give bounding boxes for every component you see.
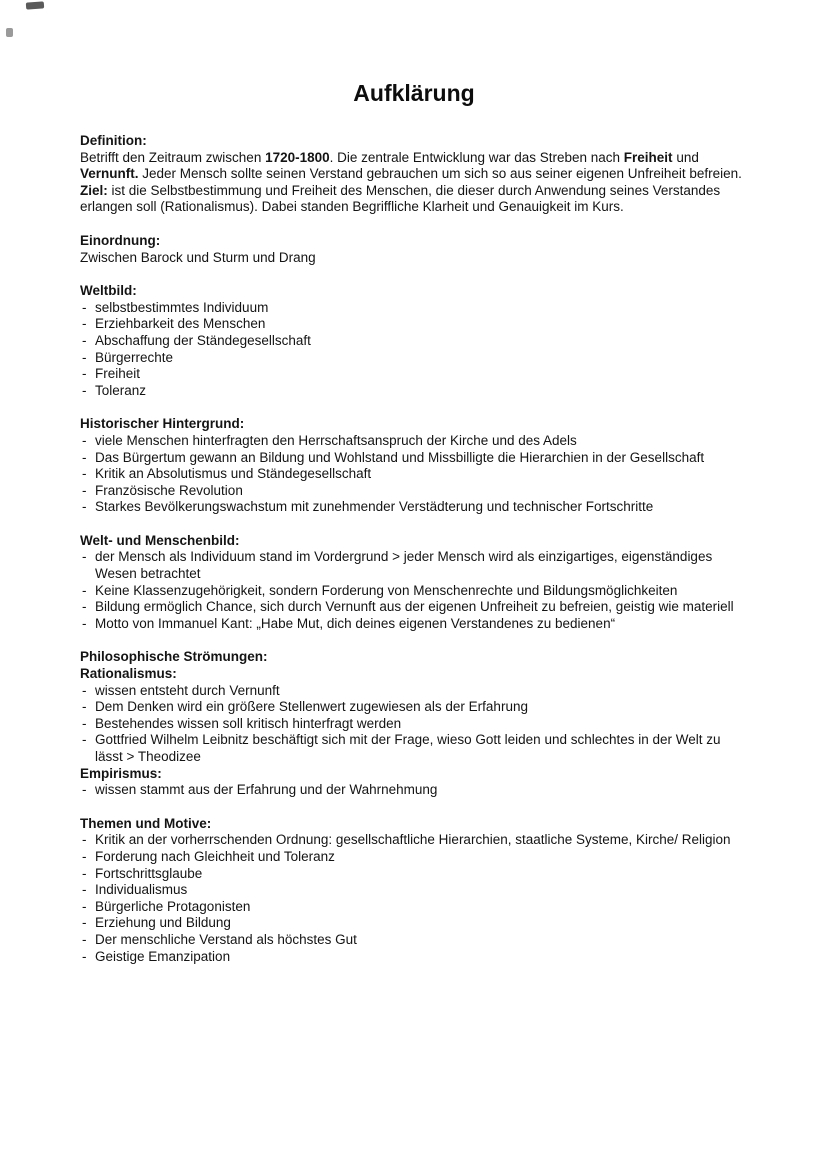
- bullet-text: Französische Revolution: [95, 482, 243, 498]
- bullet-text: Abschaffung der Ständegesellschaft: [95, 332, 311, 348]
- bullet-item: [80, 616, 748, 633]
- bullet-text: Bürgerrechte: [95, 349, 174, 365]
- bullet-text: Bestehendes wissen soll kritisch hinterfragt werden: [95, 715, 402, 731]
- scan-artifact: [6, 28, 13, 37]
- section-heading: Definition:: [80, 133, 147, 148]
- section-5: [80, 649, 748, 798]
- section-heading: Philosophische Strömungen:: [80, 649, 268, 665]
- bullet-item: [80, 866, 748, 883]
- bullet-marker: -: [82, 848, 87, 864]
- bullet-item: [80, 732, 748, 765]
- bullet-list: [80, 300, 748, 400]
- bullet-marker: -: [82, 615, 87, 631]
- bullet-item: [80, 350, 748, 367]
- bullet-text: Starkes Bevölkerungswachstum mit zunehmender Verstädterung und technischer Fortschritte: [95, 499, 654, 515]
- bullet-item: [80, 333, 748, 350]
- bullet-marker: -: [82, 482, 87, 498]
- scan-artifact: [26, 1, 44, 9]
- paragraph: [80, 183, 748, 216]
- bullet-marker: -: [82, 865, 87, 881]
- bullet-marker: -: [82, 882, 87, 898]
- section-4: [80, 533, 748, 633]
- paragraph: [80, 250, 748, 267]
- bullet-marker: -: [82, 349, 87, 365]
- bold-text-run: Freiheit: [623, 149, 673, 165]
- bullet-text: Fortschrittsglaube: [95, 865, 203, 881]
- bullet-text: selbstbestimmtes Individuum: [95, 299, 269, 315]
- section-heading: Welt- und Menschenbild:: [80, 532, 240, 548]
- bullet-item: [80, 899, 748, 916]
- section-heading: Weltbild:: [80, 283, 137, 299]
- bullet-marker: -: [82, 682, 87, 698]
- bullet-text: Erziehbarkeit des Menschen: [95, 316, 266, 332]
- bullet-text: wissen entsteht durch Vernunft: [95, 682, 280, 698]
- bold-text-run: Vernunft.: [80, 166, 139, 182]
- bullet-marker: -: [82, 948, 87, 964]
- bullet-marker: -: [82, 382, 87, 398]
- bullet-text: Freiheit: [95, 366, 141, 382]
- text-run: Betrifft den Zeitraum zwischen: [80, 149, 266, 165]
- bullet-item: [80, 683, 748, 700]
- bullet-text: Motto von Immanuel Kant: „Habe Mut, dich deines eigenen Verstandenes zu bedienen“: [95, 615, 616, 631]
- page-title: Aufklärung: [353, 80, 475, 106]
- bullet-item: [80, 932, 748, 949]
- bullet-item: [80, 716, 748, 733]
- bold-text-run: 1720-1800: [265, 149, 330, 165]
- bullet-item: [80, 949, 748, 966]
- bullet-text: Kritik an Absolutismus und Ständegesellschaft: [95, 466, 372, 482]
- bullet-text: Forderung nach Gleichheit und Toleranz: [95, 848, 335, 864]
- subheading: Rationalismus:: [80, 666, 177, 682]
- bullet-marker: -: [82, 366, 87, 382]
- bullet-item: [80, 599, 748, 616]
- bullet-marker: -: [82, 715, 87, 731]
- bullet-item: [80, 699, 748, 716]
- bullet-item: [80, 782, 748, 799]
- section-1: [80, 233, 748, 266]
- bullet-marker: -: [82, 332, 87, 348]
- bullet-item: [80, 882, 748, 899]
- bullet-text: Keine Klassenzugehörigkeit, sondern Forderung von Menschenrechte und Bildungsmöglichkeiten: [95, 582, 678, 598]
- section-3: [80, 416, 748, 516]
- bullet-marker: -: [82, 316, 87, 332]
- bullet-marker: -: [82, 449, 87, 465]
- bullet-text: Individualismus: [95, 882, 188, 898]
- bullet-marker: -: [82, 499, 87, 515]
- bullet-item: [80, 549, 748, 582]
- bullet-marker: -: [82, 832, 87, 848]
- bullet-marker: -: [82, 299, 87, 315]
- section-2: [80, 283, 748, 399]
- bullet-text: Das Bürgertum gewann an Bildung und Wohlstand und Missbilligte die Hierarchien in der Gesellschaft: [95, 449, 705, 465]
- bullet-text: Geistige Emanzipation: [95, 948, 231, 964]
- bullet-item: [80, 583, 748, 600]
- bullet-text: Bildung ermöglich Chance, sich durch Vernunft aus der eigenen Unfreiheit zu befreien, geistig wie materiell: [95, 599, 734, 615]
- bullet-list: [80, 549, 748, 632]
- section-heading: Historischer Hintergrund:: [80, 416, 245, 432]
- bullet-item: [80, 433, 748, 450]
- bullet-marker: -: [82, 599, 87, 615]
- bullet-text: Bürgerliche Protagonisten: [95, 898, 251, 914]
- bullet-text: wissen stammt aus der Erfahrung und der Wahrnehmung: [95, 782, 438, 798]
- bullet-text: Erziehung und Bildung: [95, 915, 231, 931]
- bullet-marker: -: [82, 466, 87, 482]
- bullet-text: Dem Denken wird ein größere Stellenwert zugewiesen als der Erfahrung: [95, 699, 528, 715]
- section-0: [80, 133, 748, 216]
- section-heading: Themen und Motive:: [80, 815, 212, 831]
- bullet-item: [80, 300, 748, 317]
- bullet-item: [80, 849, 748, 866]
- bullet-text: Gottfried Wilhelm Leibnitz beschäftigt sich mit der Frage, wieso Gott leiden und schlechtes in der Welt zu lässt > Theodizee: [95, 732, 721, 764]
- bullet-marker: -: [82, 549, 87, 565]
- bullet-item: [80, 499, 748, 516]
- bullet-item: [80, 915, 748, 932]
- bullet-marker: -: [82, 782, 87, 798]
- bullet-marker: -: [82, 931, 87, 947]
- text-run: und: [672, 149, 699, 165]
- section-heading: Einordnung:: [80, 232, 161, 248]
- bullet-item: [80, 316, 748, 333]
- paragraph: [80, 150, 748, 183]
- section-6: [80, 816, 748, 965]
- bullet-list: [80, 683, 748, 766]
- bullet-marker: -: [82, 432, 87, 448]
- bullet-text: viele Menschen hinterfragten den Herrschaftsanspruch der Kirche und des Adels: [95, 432, 577, 448]
- bullet-marker: -: [82, 732, 87, 748]
- bullet-item: [80, 366, 748, 383]
- bullet-text: Toleranz: [95, 382, 147, 398]
- text-run: . Die zentrale Entwicklung war das Streben nach: [329, 149, 624, 165]
- bullet-list: [80, 433, 748, 516]
- bold-text-run: Ziel:: [80, 182, 108, 198]
- bullet-list: [80, 832, 748, 965]
- bullet-text: Kritik an der vorherrschenden Ordnung: gesellschaftliche Hierarchien, staatliche Systeme, Kirche/ Religion: [95, 832, 731, 848]
- text-run: Zwischen Barock und Sturm und Drang: [80, 249, 316, 265]
- sections: [80, 133, 748, 965]
- bullet-text: der Mensch als Individuum stand im Vordergrund > jeder Mensch wird als einzigartiges, eigenständiges Wesen betrachtet: [95, 549, 713, 582]
- bullet-item: [80, 466, 748, 483]
- text-run: ist die Selbstbestimmung und Freiheit des Menschen, die dieser durch Anwendung seines Verstandes erlangen soll (Rationalismus). Dabei standen Begriffliche Klarheit und Genauigkeit im Kurs.: [80, 182, 721, 215]
- document-page: [80, 80, 748, 982]
- bullet-item: [80, 383, 748, 400]
- bullet-text: Der menschliche Verstand als höchstes Gut: [95, 931, 357, 947]
- bullet-item: [80, 450, 748, 467]
- bullet-marker: -: [82, 582, 87, 598]
- bullet-marker: -: [82, 699, 87, 715]
- bullet-item: [80, 832, 748, 849]
- bullet-marker: -: [82, 898, 87, 914]
- text-run: Jeder Mensch sollte seinen Verstand gebrauchen um sich so aus seiner eigenen Unfreiheit befreien.: [138, 166, 742, 182]
- subheading: Empirismus:: [80, 765, 162, 781]
- bullet-marker: -: [82, 915, 87, 931]
- bullet-list: [80, 782, 748, 799]
- bullet-item: [80, 483, 748, 500]
